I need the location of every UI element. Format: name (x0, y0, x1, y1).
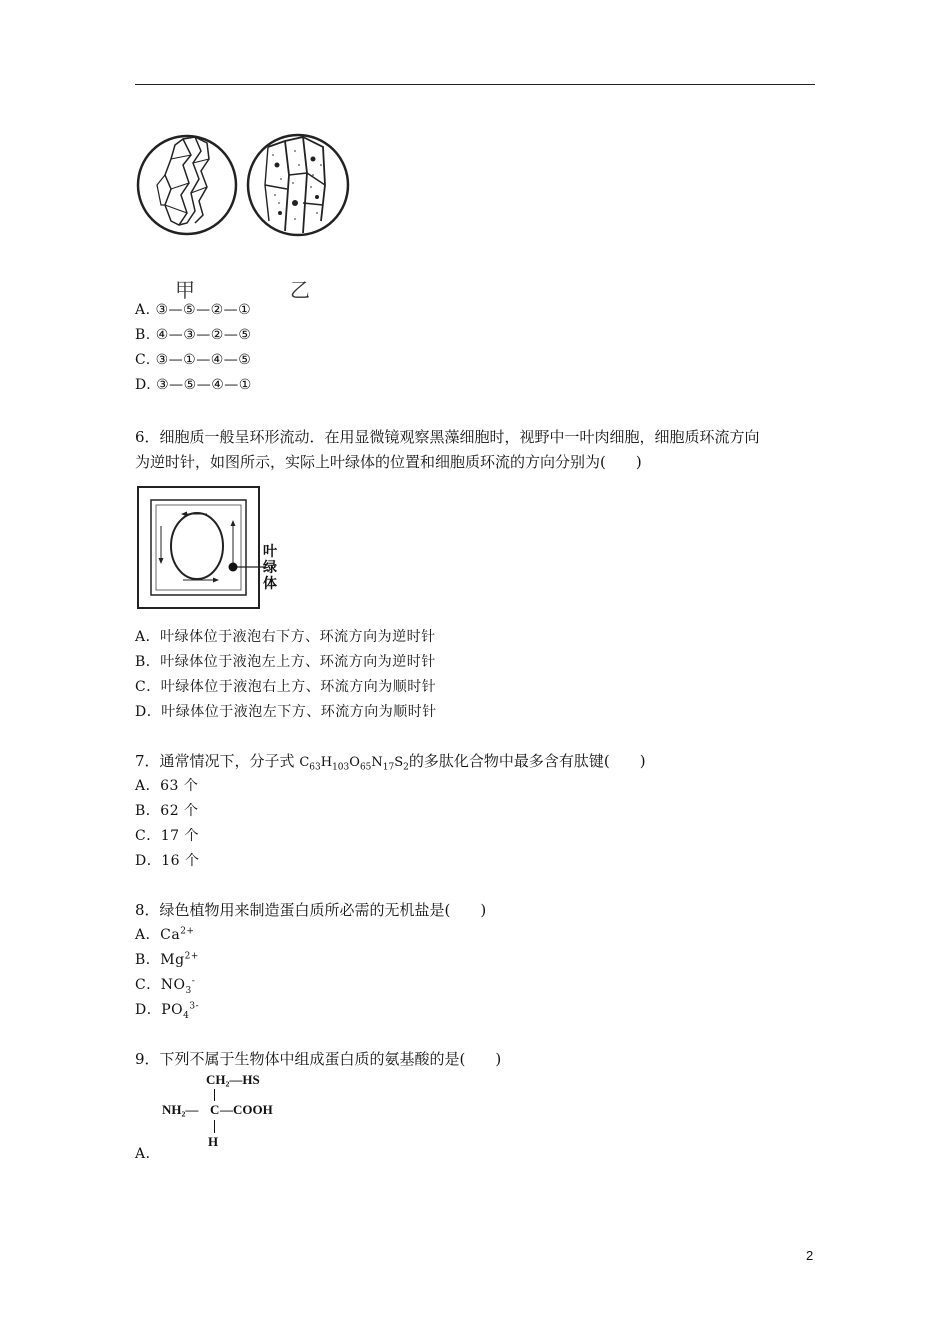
vacuole (171, 513, 223, 579)
q6-stem-line1: 6．细胞质一般呈环形流动．在用显微镜观察黑藻细胞时，视野中一叶肉细胞，细胞质环流方向 (135, 428, 760, 446)
q7-option-c: C．17 个 (135, 828, 199, 844)
q8-option-b: B．$Mg^{2+}$ (135, 951, 199, 968)
q8-option-a: A．$Ca^{2+}$ (135, 926, 195, 943)
q9-stem: 9．下列不属于生物体中组成蛋白质的氨基酸的是( ) (135, 1050, 502, 1068)
q6-option-b: B．叶绿体位于液泡左上方、环流方向为逆时针 (135, 654, 436, 670)
q6-option-c: C．叶绿体位于液泡右上方、环流方向为顺时针 (135, 679, 437, 695)
q9-option-a: A． (135, 1146, 161, 1162)
q6-option-d: D．叶绿体位于液泡左下方、环流方向为顺时针 (135, 704, 437, 720)
q5-option-c: C. ③—①—④—⑤ (135, 352, 252, 368)
figure-label-left: 甲 (175, 278, 195, 302)
amino-acid-structure: CH₂—HS NH₂— C —COOH H (162, 1072, 273, 1149)
page-number: 2 (806, 1248, 814, 1263)
q5-option-d: D. ③—⑤—④—① (135, 377, 252, 393)
q7-option-d: D．16 个 (135, 853, 200, 869)
q5-option-a: A. ③—⑤—②—① (135, 302, 252, 318)
molecular-formula: $C_{63}H_{103}O_{65}N_{17}S_2$ (299, 755, 409, 773)
microscope-figure (135, 125, 355, 245)
chloroplast-dot (229, 563, 238, 572)
q7-option-a: A．63 个 (135, 778, 199, 794)
q6-option-a: A．叶绿体位于液泡右下方、环流方向为逆时针 (135, 629, 436, 645)
microscope-field-right (248, 135, 348, 235)
q8-option-d: D．$PO_4^{3-}$ (135, 1001, 200, 1021)
q5-option-b: B. ④—③—②—⑤ (135, 327, 252, 343)
figure-label-right: 乙 (290, 278, 310, 302)
q6-stem-line2: 为逆时针，如图所示，实际上叶绿体的位置和细胞质环流的方向分别为( ) (135, 453, 642, 471)
q7-option-b: B．62 个 (135, 803, 199, 819)
header-rule (135, 84, 815, 85)
chloroplast-label: 叶 绿 体 (263, 544, 277, 592)
q7-stem: 7．通常情况下，分子式 $C_{63}H_{103}O_{65}N_{17}S_2$的多肽化合物中最多含有肽键( ) (135, 752, 646, 773)
q8-option-c: C．$NO_3^-$ (135, 976, 196, 996)
q8-stem: 8．绿色植物用来制造蛋白质所必需的无机盐是( ) (135, 901, 487, 919)
microscope-field-left (138, 136, 236, 234)
